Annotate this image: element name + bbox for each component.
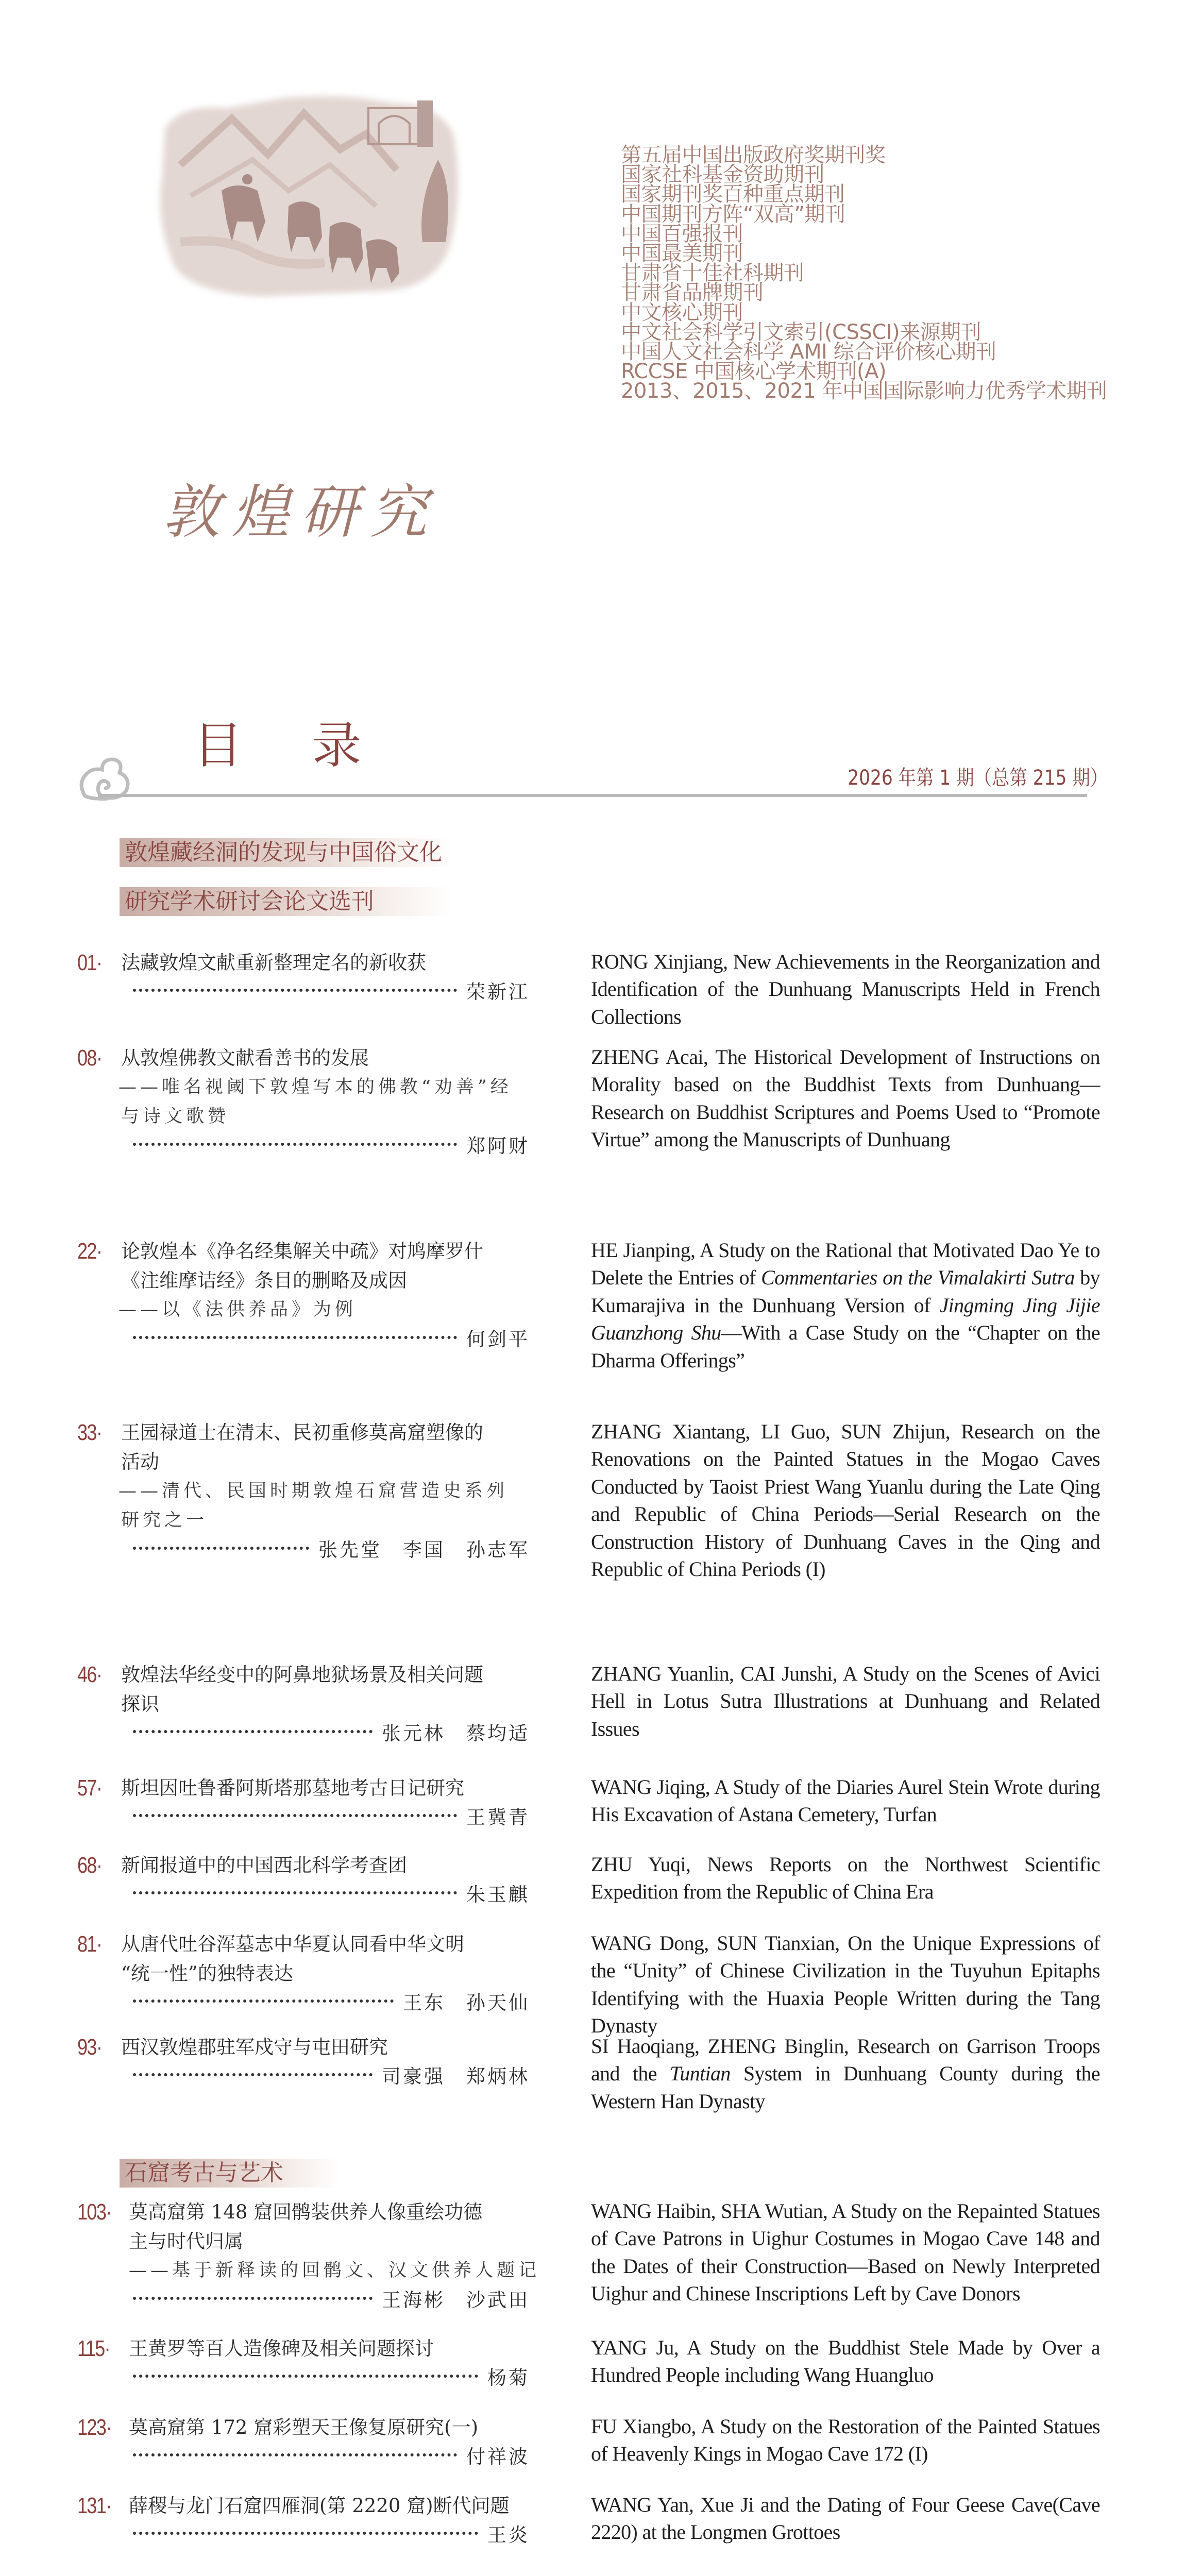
leader-dots	[133, 1992, 394, 2003]
honor-item: 国家期刊奖百种重点期刊	[621, 182, 845, 207]
author-line	[77, 1131, 531, 1161]
author-names: 司豪强 郑炳林	[382, 2065, 530, 2088]
author-line	[77, 2285, 531, 2315]
entry-chinese	[77, 2197, 540, 2315]
article-title[interactable]	[77, 1043, 531, 1073]
article-title[interactable]	[77, 1236, 531, 1266]
entry-chinese	[77, 2491, 531, 2550]
honors-list	[621, 145, 1136, 401]
honor-item: 中文社会科学引文索引(CSSCI)来源期刊	[621, 320, 981, 344]
author-names: 杨菊	[487, 2367, 530, 2389]
article-subtitle: ——基于新释读的回鹘文、汉文供养人题记	[129, 2260, 540, 2281]
entry-english-title: WANG Jiqing, A Study of the Diaries Aurel Stein Wrote during His Excavation of Astana Cemetery, Turfan	[591, 1775, 1100, 1826]
article-title[interactable]	[77, 2334, 531, 2363]
page-number: 81·	[77, 1931, 102, 1957]
entry-chinese	[77, 1660, 531, 1748]
entry-english-title: WANG Yan, Xue Ji and the Dating of Four Geese Cave(Cave 2220) at the Longmen Grottoes	[591, 2493, 1100, 2544]
page-number: 08·	[77, 1045, 102, 1071]
article-title[interactable]	[77, 1660, 531, 1689]
leader-dots	[133, 1329, 457, 1339]
entry-english-title: ZHANG Yuanlin, CAI Junshi, A Study on the Scenes of Avici Hell in Lotus Sutra Illustrations at Dunhuang and Related Issues	[591, 1662, 1100, 1740]
article-title-text: 王园禄道士在清末、民初重修莫高窟塑像的	[121, 1421, 483, 1444]
article-title[interactable]	[77, 2491, 531, 2520]
article-title[interactable]	[77, 2197, 531, 2227]
entry-english-title: YANG Ju, A Study on the Buddhist Stele Made by Over a Hundred People including Wang Huangluo	[591, 2336, 1100, 2387]
honor-item: 中国期刊方阵“双高”期刊	[621, 202, 845, 226]
honor-item: 甘肃省品牌期刊	[621, 281, 764, 305]
entry-chinese	[77, 1236, 531, 1354]
author-line	[77, 2520, 531, 2550]
article-title-text: 莫高窟第 148 窟回鹘装供养人像重绘功德	[129, 2201, 483, 2223]
author-names: 王海彬 沙武田	[382, 2289, 530, 2311]
entry-english-title: ZHENG Acai, The Historical Development of Instructions on Morality based on the Buddhist Texts from Dunhuang—Research on Buddhist Scriptures and Poems Used to “Promote Virtue” among the Manuscripts of Dunhuang	[591, 1045, 1100, 1151]
article-title[interactable]	[77, 2227, 531, 2256]
entry-english-title: HE Jianping, A Study on the Rational that Motivated Dao Ye to Delete the Entries of Commentaries on the Vimalakirti Sutra by Kumarajiva in the Dunhuang Version of Jingming Jing Jijie Guanzhong Shu—With a Case Study on the “Chapter on the Dharma Offerings”	[591, 1239, 1100, 1372]
toc-title: 目 录	[193, 717, 388, 774]
author-line	[77, 2442, 531, 2471]
honor-item: 中国百强报刊	[621, 222, 743, 246]
entry-chinese	[77, 1043, 531, 1161]
author-names: 荣新江	[466, 981, 530, 1003]
page-number: 57·	[77, 1775, 102, 1801]
author-names: 王冀青	[466, 1806, 530, 1828]
article-title-text: 从唐代吐谷浑墓志中华夏认同看中华文明	[121, 1933, 464, 1955]
article-title-text: 西汉敦煌郡驻军戍守与屯田研究	[121, 2036, 388, 2058]
article-title[interactable]	[77, 1266, 531, 1295]
page-number: 93·	[77, 2035, 102, 2060]
leader-dots	[133, 1884, 457, 1894]
article-subtitle: ——以《法供养品》为例	[118, 1299, 357, 1320]
article-title-text: 敦煌法华经变中的阿鼻地狱场景及相关问题	[121, 1664, 483, 1686]
entry-chinese	[77, 2334, 531, 2393]
entry-english-title: SI Haoqiang, ZHENG Binglin, Research on Garrison Troops and the Tuntian System in Dunhuang County during the Western Han Dynasty	[591, 2035, 1100, 2113]
leader-dots	[133, 1136, 457, 1146]
author-names: 郑阿财	[466, 1135, 530, 1157]
entry-english-title: RONG Xinjiang, New Achievements in the Reorganization and Identification of the Dunhuang Manuscripts Held in French Collections	[591, 950, 1100, 1028]
page-number: 46·	[77, 1662, 102, 1687]
entry-english-title: FU Xiangbo, A Study on the Restoration of the Painted Statues of Heavenly Kings in Mogao Cave 172 (I)	[591, 2415, 1100, 2466]
article-title[interactable]	[77, 2032, 531, 2062]
entry-english-title: ZHU Yuqi, News Reports on the Northwest Scientific Expedition from the Republic of China Era	[591, 1853, 1100, 1904]
entry-english-title: ZHANG Xiantang, LI Guo, SUN Zhijun, Research on the Renovations on the Painted Statues in the Mogao Caves Conducted by Taoist Priest Wang Yuanlu during the Late Qing and Republic of China Periods—Serial Research on the Construction History of Dunhuang Caves in the Qing and Republic of China Periods (I)	[591, 1420, 1100, 1581]
honor-item: 中文核心期刊	[621, 300, 743, 325]
entry-chinese	[77, 2413, 531, 2471]
author-line	[77, 1880, 531, 1909]
journal-logo: 敦煌研究	[162, 479, 438, 546]
leader-dots	[133, 2290, 373, 2300]
article-subtitle: ——唯名视阈下敦煌写本的佛教“劝善”经	[118, 1077, 512, 1097]
leader-dots	[133, 1539, 309, 1550]
article-title-text: 《注维摩诘经》条目的删略及成因	[121, 1269, 407, 1292]
article-title-text: 法藏敦煌文献重新整理定名的新收获	[121, 952, 426, 974]
author-line	[77, 977, 531, 1007]
article-title-text: “统一性”的独特表达	[121, 1962, 293, 1985]
article-title-text: 主与时代归属	[129, 2230, 243, 2252]
leader-dots	[133, 2367, 478, 2378]
entry-chinese	[77, 948, 531, 1007]
page-number: 01·	[77, 950, 102, 975]
honor-item: 第五届中国出版政府奖期刊奖	[621, 143, 886, 167]
section-banner: 石窟考古与艺术	[120, 2159, 341, 2188]
article-title[interactable]	[77, 1447, 531, 1477]
entry-chinese	[77, 1851, 531, 1909]
honor-item: 甘肃省十佳社科期刊	[621, 261, 804, 285]
honor-item: 2013、2015、2021 年中国国际影响力优秀学术期刊	[621, 379, 1107, 403]
honor-item: 中国最美期刊	[621, 241, 743, 265]
entry-english-title: WANG Haibin, SHA Wutian, A Study on the Repainted Statues of Cave Patrons in Uighur Costumes in Mogao Cave 148 and the Dates of their Construction—Based on Newly Interpreted Uighur and Chinese Inscriptions Left by Cave Donors	[591, 2199, 1100, 2306]
article-title[interactable]	[77, 2413, 531, 2442]
article-title-text: 从敦煌佛教文献看善书的发展	[121, 1047, 369, 1069]
article-title[interactable]	[77, 1418, 531, 1447]
article-title[interactable]	[77, 1689, 531, 1719]
article-title-text: 薛稷与龙门石窟四雁洞(第 2220 窟)断代问题	[129, 2495, 510, 2517]
article-title[interactable]	[77, 1929, 531, 1959]
entry-english-title: WANG Dong, SUN Tianxian, On the Unique Expressions of the “Unity” of Chinese Civilization in the Tuyuhun Epitaphs Identifying with the Huaxia People Written during the Tang Dynasty	[591, 1931, 1100, 2038]
leader-dots	[133, 1807, 457, 1817]
page-number: 131·	[77, 2493, 111, 2518]
author-names: 王炎	[487, 2524, 530, 2546]
author-names: 王东 孙天仙	[403, 1992, 530, 2014]
article-title-text: 莫高窟第 172 窟彩塑天王像复原研究(一)	[129, 2416, 479, 2438]
leader-dots	[133, 2066, 373, 2076]
leader-dots	[133, 2524, 478, 2535]
page-number: 33·	[77, 1420, 102, 1445]
author-names: 张元林 蔡均适	[382, 1722, 530, 1744]
author-line	[77, 1719, 531, 1748]
section-banner: 敦煌藏经洞的发现与中国俗文化	[120, 838, 454, 867]
honor-item: RCCSE 中国核心学术期刊(A)	[621, 360, 887, 384]
author-line	[77, 1803, 531, 1832]
article-title-text: 斯坦因吐鲁番阿斯塔那墓地考古日记研究	[121, 1777, 464, 1799]
author-line	[77, 1535, 531, 1565]
leader-dots	[133, 1723, 373, 1733]
issue-number: 2026 年第 1 期（总第 215 期）	[848, 766, 1108, 790]
author-names: 付祥波	[466, 2446, 530, 2468]
author-names: 朱玉麒	[466, 1884, 530, 1906]
article-title[interactable]	[77, 1851, 531, 1880]
leader-dots	[133, 981, 457, 992]
page-number: 115·	[77, 2336, 110, 2361]
header-divider	[98, 794, 1087, 797]
page-number: 103·	[77, 2199, 111, 2225]
author-line	[77, 2062, 531, 2091]
author-names: 张先堂 李国 孙志军	[318, 1539, 530, 1561]
entry-chinese	[77, 1773, 531, 1832]
article-title-text: 论敦煌本《净名经集解关中疏》对鸠摩罗什	[121, 1240, 483, 1262]
article-subtitle: 研究之一	[121, 1510, 208, 1531]
leader-dots	[133, 2446, 457, 2456]
article-title[interactable]	[77, 1959, 531, 1988]
section-banner: 研究学术研讨会论文选刊	[120, 887, 454, 916]
page-number: 123·	[77, 2415, 111, 2440]
article-title-text: 活动	[121, 1451, 159, 1473]
article-title[interactable]	[77, 1773, 531, 1803]
article-title-text: 新闻报道中的中国西北科学考查团	[121, 1854, 407, 1876]
cover-mural-illustration	[149, 88, 464, 304]
entry-chinese	[77, 1418, 531, 1565]
honor-item: 国家社科基金资助期刊	[621, 163, 824, 187]
page-number: 22·	[77, 1239, 102, 1264]
article-subtitle: ——清代、民国时期敦煌石窟营造史系列	[118, 1481, 509, 1501]
entry-chinese	[77, 2032, 531, 2091]
article-title[interactable]	[77, 948, 531, 977]
article-subtitle: 与诗文歌赞	[121, 1106, 230, 1127]
author-line	[77, 1988, 531, 2018]
author-line	[77, 1325, 531, 1354]
author-names: 何剑平	[466, 1328, 530, 1350]
author-line	[77, 2363, 531, 2393]
honor-item: 中国人文社会科学 AMI 综合评价核心期刊	[621, 340, 996, 364]
entry-chinese	[77, 1929, 531, 2018]
article-title-text: 王黄罗等百人造像碑及相关问题探讨	[129, 2337, 434, 2360]
page-number: 68·	[77, 1853, 102, 1878]
article-title-text: 探识	[121, 1693, 159, 1715]
